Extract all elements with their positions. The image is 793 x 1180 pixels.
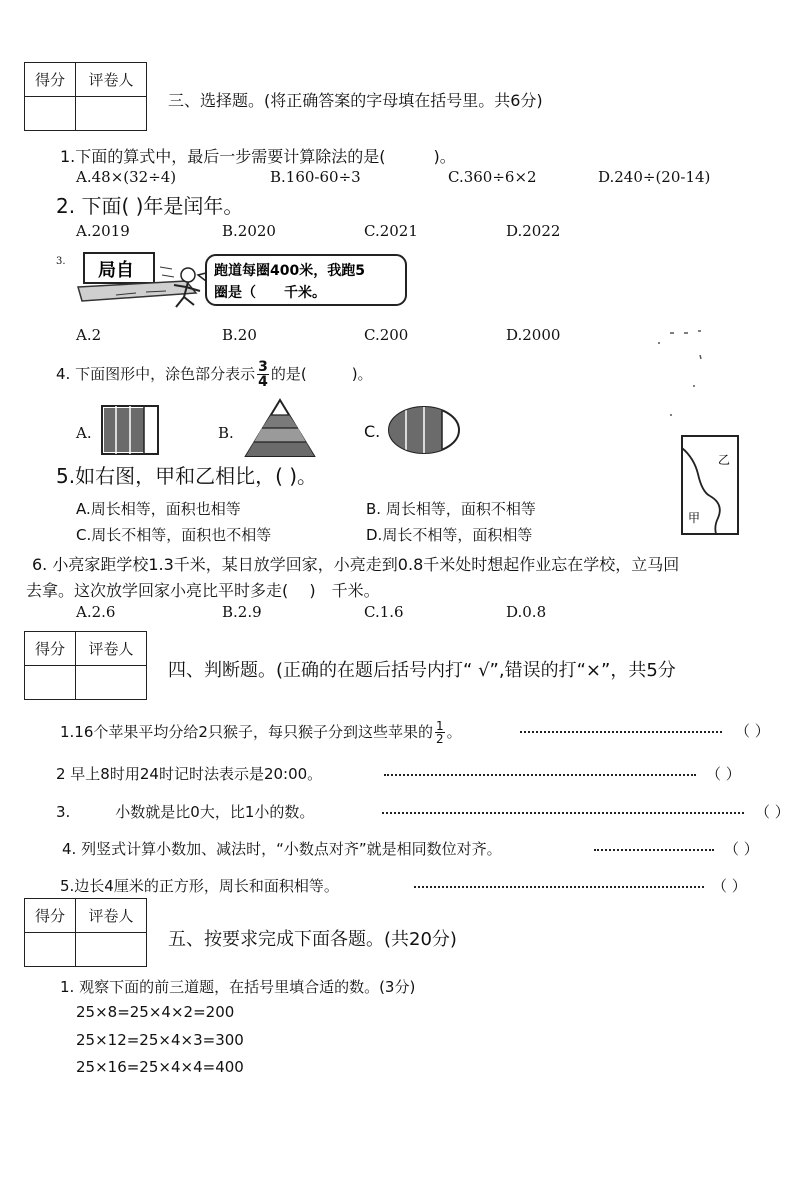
q3-number: 3. xyxy=(56,256,66,267)
section3-title: 三、选择题。(将正确答案的字母填在括号里。共6分) xyxy=(168,91,543,110)
q5-option-c: C.周长不相等，面积也不相等 xyxy=(76,526,272,544)
grader-label: 评卷人 xyxy=(76,899,147,933)
q5-option-a: A.周长相等，面积也相等 xyxy=(76,500,241,518)
track-sign-text: 局自 xyxy=(98,260,134,281)
q4-option-c: C. xyxy=(364,422,381,441)
q1-option-b: B.160-60÷3 xyxy=(270,168,361,186)
score-label: 得分 xyxy=(25,63,76,97)
shape-a-rectangle xyxy=(100,402,162,458)
bubble-line1: 跑道每圈400米，我跑5 xyxy=(214,263,365,279)
judge-paren-1[interactable]: （ ） xyxy=(735,722,770,740)
q6-line2: 去拿。这次放学回家小亮比平时多走( ) 千米。 xyxy=(26,581,380,600)
score-table-section4 xyxy=(24,631,147,700)
grader-cell xyxy=(76,933,147,967)
q1-option-a: A.48×(32÷4) xyxy=(76,168,177,186)
grader-cell xyxy=(76,666,147,700)
judge-item-4: 4. 列竖式计算小数加、减法时，“小数点对齐”就是相同数位对齐。 xyxy=(62,840,502,858)
q4-text xyxy=(56,360,373,389)
score-table-section3 xyxy=(24,62,147,131)
q2-option-d: D.2022 xyxy=(506,222,561,240)
q1-text: 1.下面的算式中，最后一步需要计算除法的是( )。 xyxy=(60,147,456,166)
judge-frac-den: 2 xyxy=(435,732,444,746)
score-cell xyxy=(25,666,76,700)
q2-option-b: B.2020 xyxy=(222,222,276,240)
judge-paren-5[interactable]: （ ） xyxy=(712,877,747,895)
judge-paren-3[interactable]: （ ） xyxy=(755,803,790,821)
q3-option-a: A.2 xyxy=(76,326,102,344)
q6-option-c: C.1.6 xyxy=(364,603,404,621)
q4-option-a: A. xyxy=(76,424,92,442)
q4-option-b: B. xyxy=(218,424,234,442)
judge-item-1 xyxy=(60,720,462,745)
q2-text: 2. 下面( )年是闰年。 xyxy=(56,194,244,218)
dot-leader xyxy=(382,812,744,814)
shape-b-triangle xyxy=(244,398,316,460)
q5-option-b: B. 周长相等，面积不相等 xyxy=(366,500,536,518)
equation-line-1: 25×8=25×4×2=200 xyxy=(76,1003,235,1021)
section4-title: 四、判断题。(正确的在题后括号内打“ √”,错误的打“×”，共5分 xyxy=(168,660,676,681)
score-label: 得分 xyxy=(25,632,76,666)
q6-line1: 6. 小亮家距学校1.3千米，某日放学回家，小亮走到0.8千米处时想起作业忘在学校，立马回 xyxy=(32,555,680,574)
score-cell xyxy=(25,933,76,967)
judge-paren-4[interactable]: （ ） xyxy=(724,840,759,858)
q6-option-d: D.0.8 xyxy=(506,603,547,621)
q1-option-d: D.240÷(20-14) xyxy=(598,168,711,186)
judge-frac-num: 1 xyxy=(435,719,444,733)
label-jia: 甲 xyxy=(688,511,701,525)
section5-q1: 1. 观察下面的前三道题，在括号里填合适的数。(3分) xyxy=(60,978,416,996)
q4-suffix: 的是( )。 xyxy=(270,365,373,383)
bubble-tail xyxy=(198,273,206,281)
grader-label: 评卷人 xyxy=(76,632,147,666)
runner-head xyxy=(181,268,195,282)
bubble-line2: 圈是（ 千米。 xyxy=(214,285,326,301)
q1-option-c: C.360÷6×2 xyxy=(448,168,537,186)
judge-item-1-text: 1.16个苹果平均分给2只猴子，每只猴子分到这些苹果的 xyxy=(60,723,433,741)
runner-illustration xyxy=(76,245,411,317)
q2-option-a: A.2019 xyxy=(76,222,130,240)
judge-item-1-tail: 。 xyxy=(446,723,462,741)
judge-item-5: 5.边长4厘米的正方形，周长和面积相等。 xyxy=(60,877,339,895)
q4-frac-den: 4 xyxy=(258,374,268,390)
q3-option-c: C.200 xyxy=(364,326,409,344)
q4-frac-num: 3 xyxy=(258,359,268,375)
judge-item-2: 2 早上8时用24时记时法表示是20:00。 xyxy=(56,765,323,783)
score-label: 得分 xyxy=(25,899,76,933)
label-yi: 乙 xyxy=(718,453,731,467)
q4-fraction xyxy=(257,360,269,389)
grader-cell xyxy=(76,97,147,131)
dot-leader xyxy=(594,849,714,851)
grader-label: 评卷人 xyxy=(76,63,147,97)
q4-prefix: 4. 下面图形中，涂色部分表示 xyxy=(56,365,256,383)
judge-item-1-fraction xyxy=(435,720,445,745)
equation-line-2: 25×12=25×4×3=300 xyxy=(76,1031,244,1049)
q5-option-d: D.周长不相等，面积相等 xyxy=(366,526,533,544)
judge-paren-2[interactable]: （ ） xyxy=(706,765,741,783)
faint-marks xyxy=(648,325,718,420)
dot-leader xyxy=(384,774,696,776)
dot-leader xyxy=(520,731,722,733)
section5-title: 五、按要求完成下面各题。(共20分) xyxy=(168,929,457,950)
dot-leader xyxy=(414,886,704,888)
judge-item-3: 3. 小数就是比0大，比1小的数。 xyxy=(56,803,315,821)
q3-option-d: D.2000 xyxy=(506,326,561,344)
shape-c-ellipse xyxy=(386,404,462,456)
speed-lines xyxy=(160,267,174,277)
equation-line-3: 25×16=25×4×4=400 xyxy=(76,1058,244,1076)
q5-figure xyxy=(680,434,740,536)
q3-option-b: B.20 xyxy=(222,326,257,344)
score-cell xyxy=(25,97,76,131)
q6-option-b: B.2.9 xyxy=(222,603,262,621)
score-table-section5 xyxy=(24,898,147,967)
q2-option-c: C.2021 xyxy=(364,222,418,240)
q5-text: 5.如右图，甲和乙相比，( )。 xyxy=(56,464,318,488)
q6-option-a: A.2.6 xyxy=(76,603,116,621)
